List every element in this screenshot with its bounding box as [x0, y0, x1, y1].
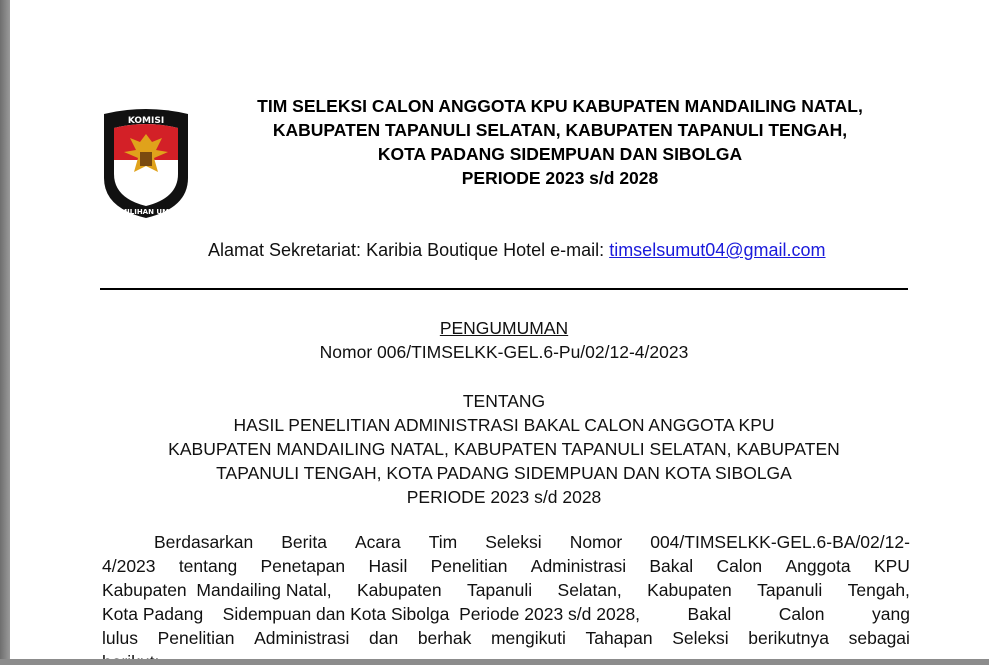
address-label: Alamat Sekretariat: Karibia Boutique Hotel e-mail:	[208, 240, 610, 260]
paragraph-line: Kota Padang Sidempuan dan Kota Sibolga Periode 2023 s/d 2028, Bakal Calon yang	[102, 604, 910, 624]
viewer-bottom-bar	[0, 659, 989, 665]
logo-text-top: KOMISI	[127, 116, 165, 126]
announcement-heading	[100, 316, 908, 364]
letterhead-line: KOTA PADANG SIDEMPUAN DAN SIBOLGA	[377, 144, 743, 164]
announcement-subject	[100, 389, 908, 509]
body-paragraph	[102, 530, 910, 665]
announcement-title: PENGUMUMAN	[439, 318, 569, 338]
letterhead-line: PERIODE 2023 s/d 2028	[461, 168, 659, 188]
letterhead-line: KABUPATEN TAPANULI SELATAN, KABUPATEN TAPANULI TENGAH,	[272, 120, 848, 140]
letterhead-line: TIM SELEKSI CALON ANGGOTA KPU KABUPATEN MANDAILING NATAL,	[257, 96, 863, 116]
subject-line: KABUPATEN MANDAILING NATAL, KABUPATEN TAPANULI SELATAN, KABUPATEN	[168, 439, 840, 459]
paragraph-line: Berdasarkan Berita Acara Tim Seleksi Nomor 004/TIMSELKK-GEL.6-BA/02/12-	[154, 532, 910, 552]
subject-line: TAPANULI TENGAH, KOTA PADANG SIDEMPUAN DAN KOTA SIBOLGA	[216, 463, 792, 483]
letterhead-title	[170, 94, 950, 190]
subject-line: HASIL PENELITIAN ADMINISTRASI BAKAL CALON ANGGOTA KPU	[233, 415, 775, 435]
paragraph-line: Kabupaten Mandailing Natal, Kabupaten Tapanuli Selatan, Kabupaten Tapanuli Tengah,	[102, 580, 910, 600]
announcement-number: Nomor 006/TIMSELKK-GEL.6-Pu/02/12-4/2023	[319, 342, 689, 362]
logo-text-bottom: PEMILIHAN UMUM	[110, 208, 182, 216]
letterhead-divider	[100, 288, 908, 290]
announcement-about: TENTANG	[462, 391, 546, 411]
viewer-background-left	[0, 0, 10, 665]
paragraph-line: lulus Penelitian Administrasi dan berhak mengikuti Tahapan Seleksi berikutnya sebagai	[102, 628, 910, 648]
email-link[interactable]: timselsumut04@gmail.com	[609, 240, 826, 260]
paragraph-line: 4/2023 tentang Penetapan Hasil Penelitian Administrasi Bakal Calon Anggota KPU	[102, 556, 910, 576]
subject-line: PERIODE 2023 s/d 2028	[406, 487, 602, 507]
document-page	[10, 0, 989, 665]
secretariat-address	[208, 240, 928, 261]
